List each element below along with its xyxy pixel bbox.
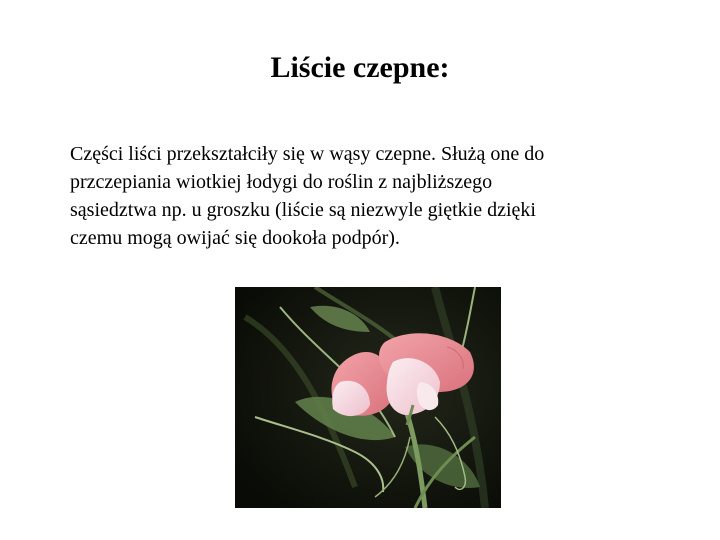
sweet-pea-photo [235,287,501,508]
slide-body-text [70,140,670,252]
slide-title: Liście czepne: [270,51,450,84]
sweet-pea-illustration [235,287,501,508]
body-paragraph: Części liści przekształciły się w wąsy czepne. Służą one do przczepiania wiotkiej łodygi do roślin z najbliższego sąsiedztwa np. u groszku (liście są niezwyle giętkie dzięki czemu mogą owijać się dookoła podpór). [70,143,545,249]
